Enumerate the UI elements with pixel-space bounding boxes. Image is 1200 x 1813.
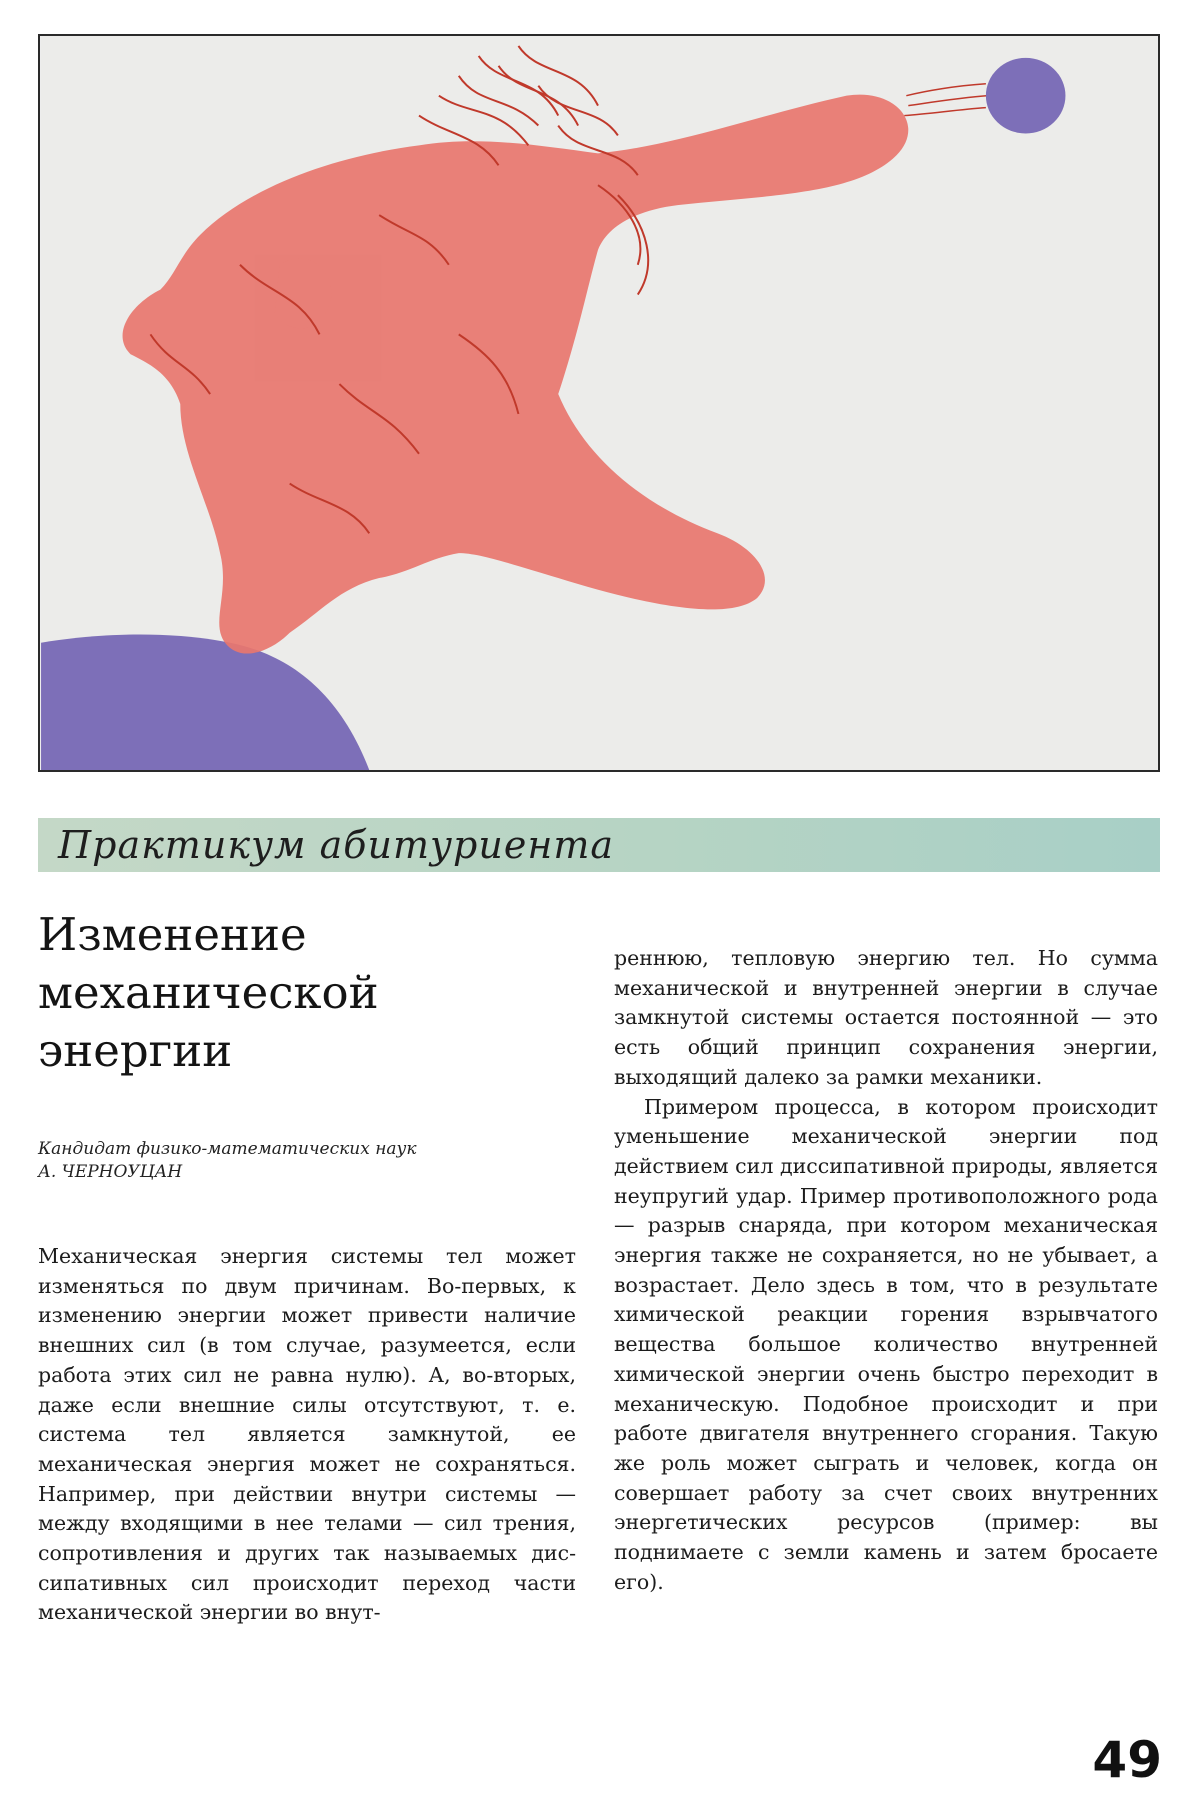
rubric-title: Практикум абитуриента bbox=[58, 823, 615, 867]
title-line: механической bbox=[38, 966, 379, 1019]
body-paragraph: Механическая энергия системы тел может изменяться по двум причинам. Во-первых, к изменению энергии может привести наличие внешних сил (в том случае, разумеется, если работа этих сил не равна нулю). А, во-вторых, даже если внешние силы отсутствуют, т. е. система тел является замкнутой, ее механическая энергия может не сохраняться. Например, при действии внутри системы — между входящими в нее телами — сил трения, сопротивления и других так называемых диссипативных сил происходит переход части механической энергии во внут- bbox=[38, 1244, 576, 1625]
page-number: 49 bbox=[1092, 1731, 1162, 1789]
title-line: Изменение bbox=[38, 908, 307, 961]
title-line: энергии bbox=[38, 1024, 233, 1077]
right-text-column bbox=[614, 944, 1158, 1597]
author-credential: Кандидат физико-математических наук bbox=[38, 1139, 417, 1159]
illustration bbox=[38, 34, 1160, 772]
author-name: А. ЧЕРНОУЦАН bbox=[38, 1162, 183, 1182]
stone-shape bbox=[986, 58, 1066, 134]
body-paragraph: реннюю, тепловую энергию тел. Но сумма механической и внутренней энергии в случае замкнутой системы остается постоянной — это есть общий принцип сохранения энергии, выходящий далеко за рамки механики. bbox=[614, 946, 1158, 1089]
body-paragraph: Примером процесса, в котором происходит уменьшение механической энергии под действием сил диссипативной природы, является неупругий удар. Пример противоположного рода — разрыв снаряда, при котором механическая энергия также не сохраняется, но не убывает, а возрастает. Дело здесь в том, что в результате химической реакции горения взрывчатого вещества большое количество внутренней химической энергии очень быстро переходит в механическую. Подобное происходит и при работе двигателя внутреннего сгорания. Такую же роль может сыграть и человек, когда он совершает работу за счет своих внутренних энергетических ресурсов (пример: вы поднимаете с земли камень и затем бросаете его). bbox=[614, 1094, 1158, 1594]
article-title bbox=[38, 906, 598, 1080]
left-text-column bbox=[38, 1242, 576, 1628]
figure-throwing-stone-illustration bbox=[40, 36, 1158, 770]
byline bbox=[38, 1138, 598, 1184]
